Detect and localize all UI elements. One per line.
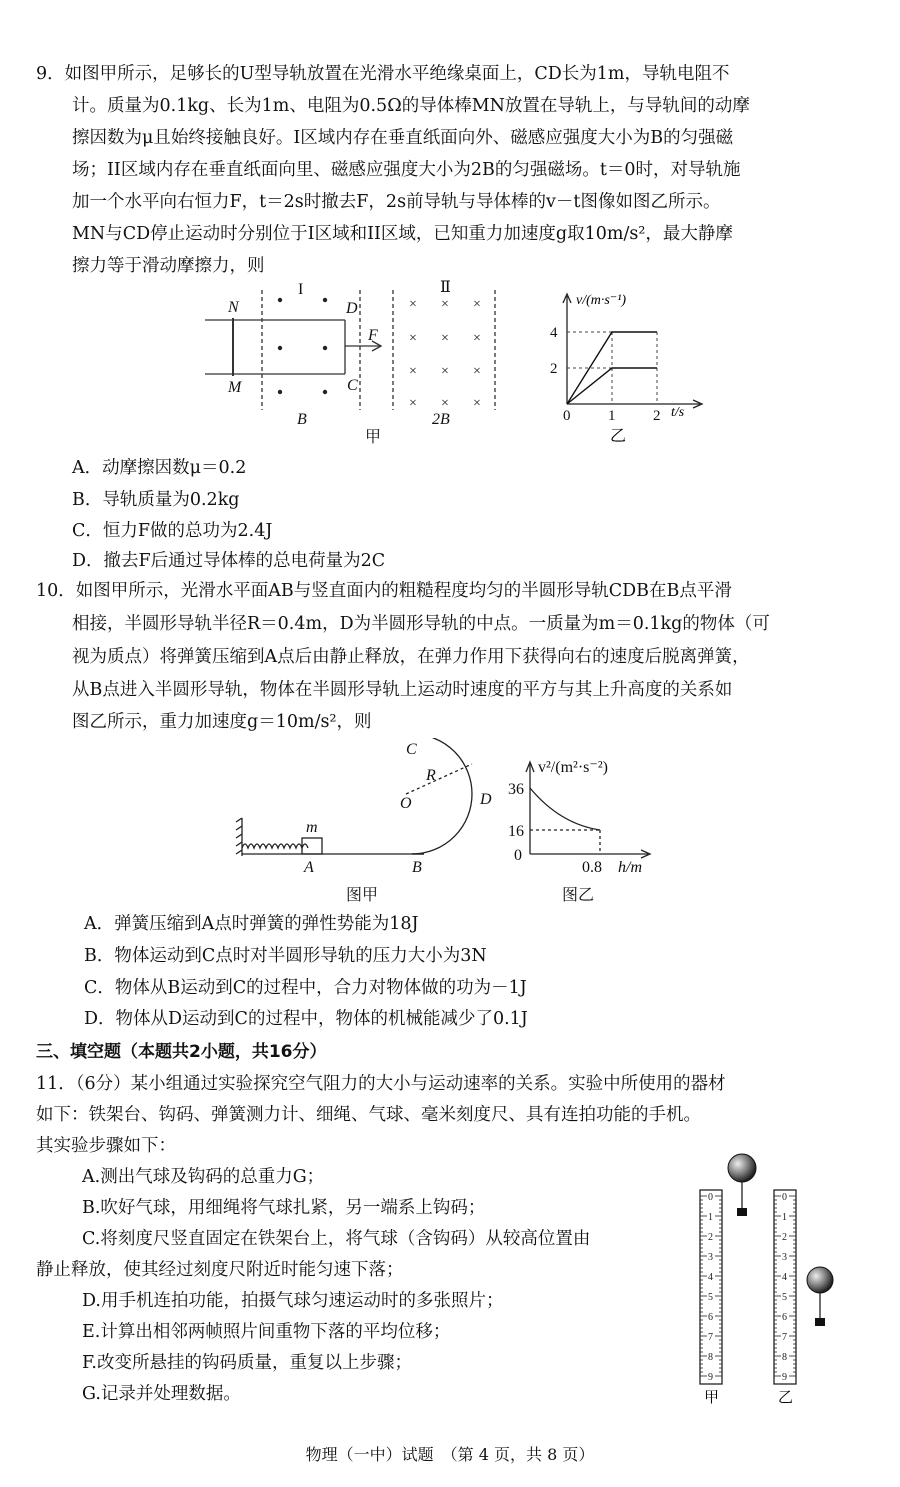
- vt-xtick-label: 2: [653, 408, 661, 424]
- q9-option-d: D．撤去F后通过导体棒的总电荷量为2C: [72, 551, 386, 571]
- q10-caption-jia: 图甲: [346, 887, 379, 904]
- q10-line-4: 从B点进入半圆形导轨，物体在半圆形导轨上运动时速度的平方与其上升高度的关系如: [72, 680, 733, 700]
- q10-yi-ylabel: v²/(m²·s⁻²): [538, 759, 608, 776]
- svg-text:×: ×: [441, 331, 449, 346]
- ruler-number: 9: [708, 1372, 713, 1383]
- q10-label-b: B: [412, 859, 422, 876]
- q11-step-g: G.记录并处理数据。: [82, 1384, 241, 1404]
- region-2-label: Ⅱ: [440, 280, 451, 296]
- label-2b: 2B: [432, 411, 450, 428]
- q11-step-b: B.吹好气球，用细绳将气球扎紧，另一端系上钩码；: [82, 1198, 486, 1218]
- ruler-number: 2: [782, 1232, 787, 1243]
- q10-figure-jia: [234, 738, 504, 908]
- caption-yi: 乙: [610, 428, 627, 445]
- q11-step-c: C.将刻度尺竖直固定在铁架台上，将气球（含钩码）从较高位置由: [82, 1229, 591, 1249]
- q11-step-e: E.计算出相邻两帧照片间重物下落的平均位移；: [82, 1322, 451, 1342]
- ruler-number: 2: [708, 1232, 713, 1243]
- vt-xtick-label: 1: [608, 408, 616, 424]
- vt-ylabel: v/(m·s⁻¹): [576, 293, 627, 308]
- ruler-number: 1: [782, 1212, 787, 1223]
- q9-option-a: A．动摩擦因数μ＝0.2: [72, 458, 247, 478]
- q10-label-m: m: [306, 819, 318, 836]
- q10-line-5: 图乙所示，重力加速度g＝10m/s²，则: [72, 712, 372, 732]
- q11-step-d: D.用手机连拍功能，拍摄气球匀速运动时的多张照片；: [82, 1291, 504, 1311]
- q9-line-5: 加一个水平向右恒力F，t＝2s时撤去F，2s前导轨与导体棒的v－t图像如图乙所示。: [72, 192, 721, 212]
- ruler-number: 1: [708, 1212, 713, 1223]
- svg-text:×: ×: [441, 396, 449, 411]
- q11-line-2: 如下：铁架台、钩码、弹簧测力计、细绳、气球、毫米刻度尺、具有连拍功能的手机。: [36, 1105, 701, 1125]
- q11-line-1: 11．（6分）某小组通过实验探究空气阻力的大小与运动速率的关系。实验中所使用的器材: [36, 1074, 726, 1094]
- q10-option-b: B．物体运动到C点时对半圆形导轨的压力大小为3N: [84, 946, 487, 966]
- svg-text:×: ×: [473, 297, 481, 312]
- label-f: F: [368, 327, 378, 344]
- label-c: C: [347, 377, 358, 394]
- caption-jia: 甲: [365, 429, 382, 445]
- ruler-number: 7: [782, 1332, 787, 1343]
- q9-figure-jia: [190, 280, 510, 445]
- svg-text:×: ×: [409, 297, 417, 312]
- svg-text:×: ×: [473, 396, 481, 411]
- svg-text:×: ×: [473, 364, 481, 379]
- svg-text:×: ×: [473, 331, 481, 346]
- ruler-number: 9: [782, 1372, 787, 1383]
- label-m: M: [228, 379, 242, 396]
- q10-caption-yi: 图乙: [562, 887, 595, 904]
- q10-yi-xlabel: h/m: [618, 859, 642, 876]
- q11-step-f: F.改变所悬挂的钩码质量，重复以上步骤；: [82, 1353, 412, 1373]
- q10-option-a: A．弹簧压缩到A点时弹簧的弹性势能为18J: [84, 914, 419, 934]
- ruler-number: 5: [708, 1292, 713, 1303]
- ruler-number: 6: [708, 1312, 713, 1323]
- q9-line-4: 场；II区域内存在垂直纸面向里、磁感应强度大小为2B的匀强磁场。t＝0时，对导轨施: [72, 160, 741, 180]
- q10-label-c: C: [406, 741, 417, 758]
- ruler-number: 8: [782, 1352, 787, 1363]
- q9-option-c: C．恒力F做的总功为2.4J: [72, 521, 273, 541]
- svg-text:×: ×: [441, 297, 449, 312]
- q10-line-3: 视为质点）将弹簧压缩到A点后由静止释放，在弹力作用下获得向右的速度后脱离弹簧，: [72, 647, 750, 667]
- q10-yi-08: 0.8: [582, 859, 602, 876]
- ruler-number: 8: [708, 1352, 713, 1363]
- ruler-number: 6: [782, 1312, 787, 1323]
- label-d: D: [346, 300, 358, 317]
- q10-label-d: D: [480, 791, 492, 808]
- ruler-number: 4: [782, 1272, 787, 1283]
- q9-line-6: MN与CD停止运动时分别位于I区域和II区域，已知重力加速度g取10m/s²，最大静摩: [72, 224, 733, 244]
- q9-line-3: 擦因数为μ且始终接触良好。I区域内存在垂直纸面向外、磁感应强度大小为B的匀强磁: [72, 128, 734, 148]
- ruler-number: 5: [782, 1292, 787, 1303]
- page-footer: 物理（一中）试题 （第 4 页，共 8 页）: [305, 1445, 595, 1464]
- q9-line-2: 计。质量为0.1kg、长为1m、电阻为0.5Ω的导体棒MN放置在导轨上，与导轨间的动摩: [72, 96, 750, 116]
- q10-yi-16: 16: [508, 823, 524, 840]
- q11-step-a: A.测出气球及钩码的总重力G；: [82, 1167, 325, 1187]
- ruler-number: 4: [708, 1272, 713, 1283]
- q9-vt-chart: [540, 282, 720, 447]
- q10-option-d: D．物体从D运动到C的过程中，物体的机械能减少了0.1J: [84, 1009, 528, 1029]
- ruler-number: 7: [708, 1332, 713, 1343]
- q10-yi-36: 36: [508, 781, 524, 798]
- region-1-label: I: [298, 281, 304, 298]
- ruler-caption-jia: 甲: [704, 1390, 720, 1406]
- vt-ytick-label: 4: [550, 325, 558, 341]
- q9-line-7: 擦力等于滑动摩擦力，则: [72, 256, 265, 276]
- label-n: N: [228, 299, 239, 316]
- q10-label-a: A: [304, 859, 314, 876]
- ruler-number: 0: [782, 1192, 787, 1203]
- q10-figure-yi: [508, 752, 678, 908]
- q10-yi-0: 0: [514, 847, 522, 864]
- q10-label-r: R: [426, 767, 436, 784]
- q10-label-o: O: [400, 795, 412, 812]
- q10-option-c: C．物体从B运动到C的过程中，合力对物体做的功为－1J: [84, 978, 527, 998]
- svg-text:×: ×: [441, 364, 449, 379]
- section-3-heading: 三、填空题（本题共2小题，共16分）: [36, 1042, 327, 1062]
- q11-ruler-figure: [690, 1146, 840, 1408]
- svg-text:×: ×: [409, 396, 417, 411]
- ruler-number: 3: [782, 1252, 787, 1263]
- vt-ytick-label: 2: [550, 361, 558, 377]
- q10-line-2: 相接，半圆形导轨半径R＝0.4m，D为半圆形导轨的中点。一质量为m＝0.1kg的物体（可: [72, 614, 770, 634]
- ruler-number: 3: [708, 1252, 713, 1263]
- svg-text:×: ×: [409, 331, 417, 346]
- q11-step-c-cont: 静止释放，使其经过刻度尺附近时能匀速下落；: [36, 1260, 404, 1280]
- q11-line-3: 其实验步骤如下：: [36, 1136, 176, 1156]
- q9-line-1: 9．如图甲所示，足够长的U型导轨放置在光滑水平绝缘桌面上，CD长为1m，导轨电阻不: [36, 64, 730, 84]
- label-b: B: [297, 411, 307, 428]
- ruler-caption-yi: 乙: [778, 1390, 794, 1406]
- ruler-number: 0: [708, 1192, 713, 1203]
- svg-text:×: ×: [409, 364, 417, 379]
- vt-xlabel: t/s: [671, 405, 685, 420]
- vt-xtick-label: 0: [563, 408, 571, 424]
- q10-line-1: 10．如图甲所示，光滑水平面AB与竖直面内的粗糙程度均匀的半圆形导轨CDB在B点平滑: [36, 581, 732, 601]
- q9-option-b: B．导轨质量为0.2kg: [72, 490, 240, 510]
